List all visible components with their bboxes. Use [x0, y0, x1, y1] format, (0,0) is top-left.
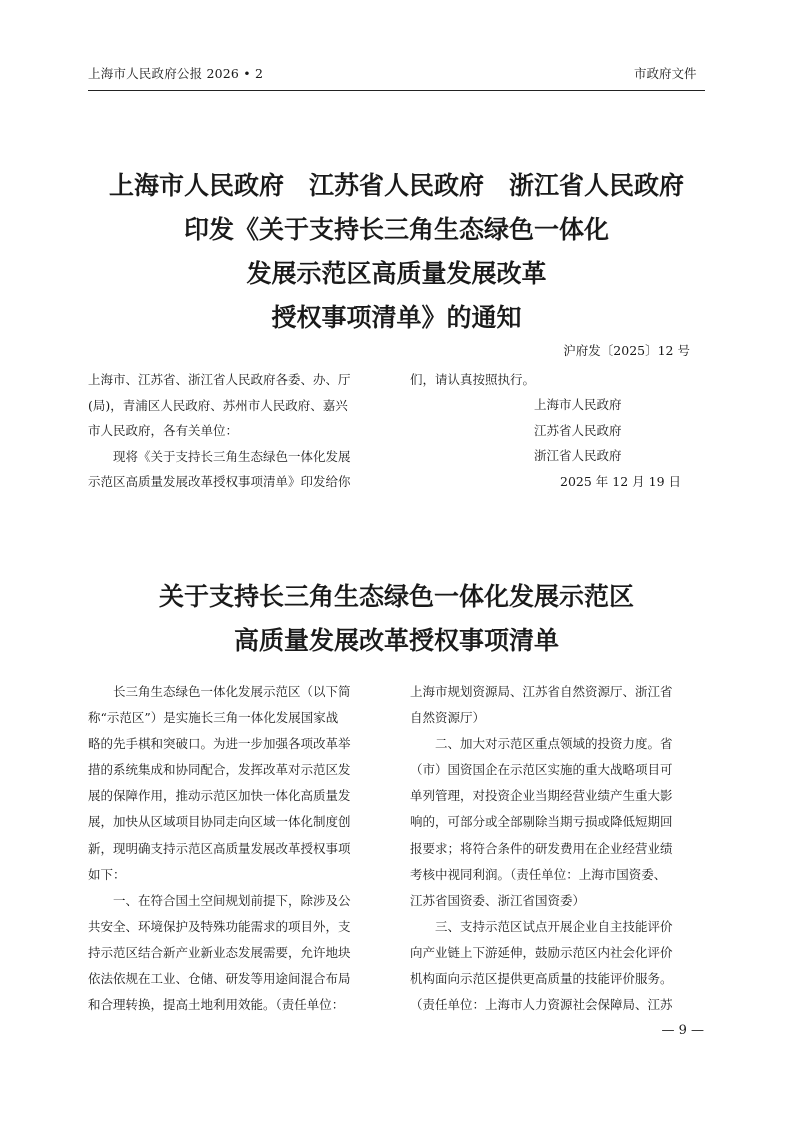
header-publication: 上海市人民政府公报 2026 • 2 [88, 66, 264, 81]
text-line: 考核中视同利润。（责任单位：上海市国资委、 [410, 866, 667, 882]
list-title-line: 关于支持长三角生态绿色一体化发展示范区 [158, 582, 634, 611]
signature-date: 2025 年 12 月 19 日 [560, 473, 681, 489]
list-body-left [88, 679, 388, 1018]
text-line: （市）国资国企在示范区实施的重大战略项目可 [410, 762, 673, 778]
page-number: — 9 — [661, 1023, 704, 1038]
list-title-line: 高质量发展改革授权事项清单 [233, 626, 559, 655]
text-line: 和合理转换，提高土地利用效能。（责任单位： [88, 997, 345, 1013]
text-line: 市人民政府，各有关单位： [88, 423, 239, 438]
text-line: （责任单位：上海市人力资源社会保障局、江苏 [410, 997, 673, 1013]
document-number: 沪府发〔2025〕12 号 [563, 343, 690, 358]
text-line: 们，请认真按照执行。 [410, 372, 536, 387]
header-divider [88, 90, 705, 91]
text-line: 三、支持示范区试点开展企业自主技能评价 [410, 918, 673, 934]
text-line: 上海市规划资源局、江苏省自然资源厅、浙江省 [410, 684, 673, 699]
notice-title [60, 164, 733, 340]
text-line: 二、加大对示范区重点领域的投资力度。省 [410, 736, 673, 752]
notice-title-line: 上海市人民政府 江苏省人民政府 浙江省人民政府 [108, 171, 684, 200]
text-line: 持示范区结合新产业新业态发展需要，允许地块 [88, 944, 351, 960]
list-body-right [410, 679, 705, 1018]
text-line: 略的先手棋和突破口。为进一步加强各项改革举 [88, 736, 351, 752]
text-line: 自然资源厅） [410, 710, 486, 726]
text-line: (局)，青浦区人民政府、苏州市人民政府、嘉兴 [88, 397, 348, 413]
text-line: 新，现明确支持示范区高质量发展改革授权事项 [88, 840, 351, 856]
text-line: 展的保障作用，推动示范区加快一体化高质量发 [88, 788, 351, 804]
notice-body-right [410, 367, 705, 393]
signatory: 上海市人民政府 [534, 397, 622, 412]
text-line: 示范区高质量发展改革授权事项清单》印发给你 [88, 474, 351, 489]
text-line: 一、在符合国土空间规划前提下，除涉及公 [88, 892, 351, 908]
text-line: 响的，可部分或全部剔除当期亏损或降低短期回 [410, 814, 673, 830]
text-line: 机构面向示范区提供更高质量的技能评价服务。 [410, 971, 673, 987]
notice-title-line: 授权事项清单》的通知 [271, 303, 522, 332]
text-line: 依法依规在工业、仓储、研发等用途间混合布局 [88, 971, 351, 987]
signatory: 浙江省人民政府 [534, 448, 622, 463]
text-line: 报要求；将符合条件的研发费用在企业经营业绩 [410, 840, 673, 856]
text-line: 现将《关于支持长三角生态绿色一体化发展 [88, 448, 351, 464]
text-line: 如下： [88, 866, 126, 882]
list-title [60, 575, 733, 663]
text-line: 长三角生态绿色一体化发展示范区（以下简 [88, 684, 351, 699]
text-line: 上海市、江苏省、浙江省人民政府各委、办、厅 [88, 372, 351, 387]
notice-body-left [88, 367, 388, 495]
text-line: 江苏省国资委、浙江省国资委） [410, 892, 586, 908]
notice-title-line: 印发《关于支持长三角生态绿色一体化 [183, 215, 609, 244]
signatory: 江苏省人民政府 [534, 422, 622, 438]
text-line: 向产业链上下游延伸，鼓励示范区内社会化评价 [410, 944, 673, 960]
text-line: 共安全、环境保护及特殊功能需求的项目外，支 [88, 918, 351, 934]
text-line: 称“示范区”）是实施长三角一体化发展国家战 [88, 710, 339, 726]
notice-title-line: 发展示范区高质量发展改革 [246, 259, 547, 288]
text-line: 措的系统集成和协同配合，发挥改革对示范区发 [88, 762, 351, 778]
signatures [410, 392, 710, 494]
header-section: 市政府文件 [634, 66, 697, 81]
text-line: 单列管理，对投资企业当期经营业绩产生重大影 [410, 788, 673, 804]
text-line: 展，加快从区域项目协同走向区域一体化制度创 [88, 814, 351, 830]
